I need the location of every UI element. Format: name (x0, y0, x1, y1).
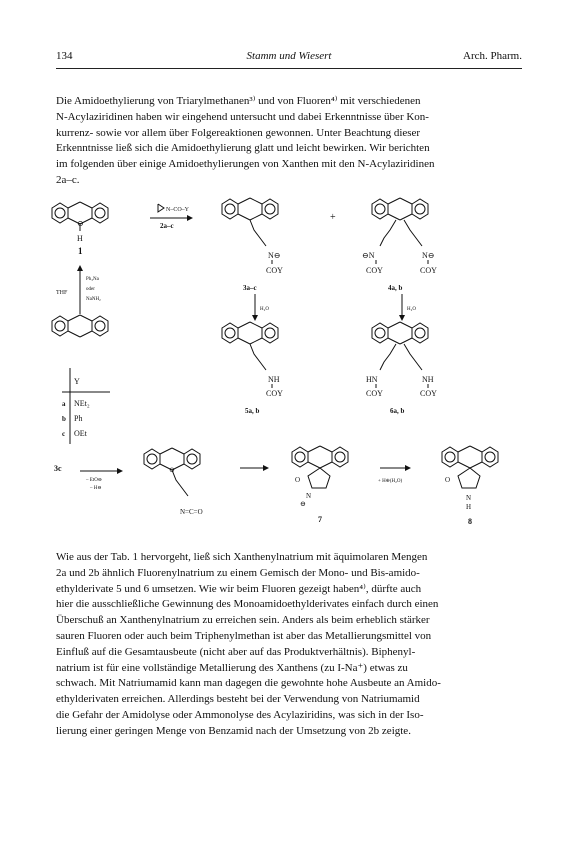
compound-6-label: 6a, b (390, 407, 405, 415)
coy-6-right: COY (420, 389, 437, 398)
row-b-y: Ph (74, 414, 83, 423)
text-line: Einfluß auf die Gesamtausbeute (nicht aber auf das Produktverhältnis). Biphenyl- (56, 645, 416, 658)
solvent-label: THF (56, 290, 68, 296)
row-a-y: NEt₂ (74, 399, 90, 408)
text-line: Die Amidoethylierung von Triarylmethanen³⁾ und von Fluoren⁴⁾ mit verschiedenen (56, 95, 421, 107)
metallation-step (52, 266, 108, 337)
compound-6-structure (366, 322, 437, 415)
compound-3-structure (222, 198, 283, 292)
text-line: ethylderivaten erreichen. Allerdings besteht bei der Verwendung von Natriumamid (56, 693, 420, 706)
lactam-oxygen: O (295, 476, 301, 484)
reaction-scheme (40, 196, 540, 536)
compound-5-structure (222, 322, 283, 415)
coy-left-label: COY (366, 266, 383, 275)
elimination-proton: – H⊖ (90, 486, 102, 491)
isocyanate-label: N=C=O (180, 508, 203, 516)
cyclization-row (54, 446, 498, 526)
row-b-id: b (62, 415, 66, 423)
text-line: natrium ist für eine vollständige Metallierung des Xanthens (zu I-Na⁺) etwas zu (56, 661, 408, 674)
y-column-header: Y (74, 377, 80, 386)
journal-name: Arch. Pharm. (463, 50, 522, 62)
hydrolysis-arrows (255, 294, 416, 320)
protonation-label: + H⊕(H₂O) (378, 479, 403, 484)
n-anion-label: N⊖ (268, 251, 281, 260)
hn-left-label: HN (366, 375, 378, 384)
product-oxygen: O (445, 476, 451, 484)
row-c-y: OEt (74, 429, 87, 438)
row-c-id: c (62, 430, 66, 438)
text-line: die Gefahr der Amidolyse oder Ammonolyse des Acylaziridins, was sich in der Iso- (56, 708, 424, 721)
water-right: H₂O (407, 307, 416, 312)
substituent-table (62, 368, 110, 444)
start-compound-label: 3c (54, 464, 62, 473)
compound-4-label: 4a, b (388, 284, 403, 292)
nh-label: NH (268, 375, 280, 384)
lactam-nitrogen: N (306, 492, 312, 500)
text-line: 2a und 2b ähnlich Fluorenylnatrium zu einem Gemisch der Mono- und Bis-amido- (56, 566, 420, 579)
elimination-ethoxide: – EtO⊖ (86, 478, 102, 483)
text-line: 2a–c. (56, 173, 80, 186)
compound-5-label: 5a, b (245, 407, 260, 415)
coy-6-left: COY (366, 389, 383, 398)
text-line: Überschuß an Xanthenylnatrium zu erreichen sein. Anders als beim erheblich stärker (56, 614, 430, 627)
running-header (56, 50, 522, 66)
text-line: Erkenntnisse ließ sich die Amidoethylierung glatt und leicht bewirken. Wir berichten (56, 142, 430, 155)
compound-3-label: 3a–c (243, 284, 257, 292)
row-a-id: a (62, 400, 66, 408)
text-line: Wie aus der Tab. 1 hervorgeht, ließ sich Xanthenylnatrium mit äquimolaren Mengen (56, 551, 428, 563)
compound-8-label: 8 (468, 517, 472, 526)
coy-5-label: COY (266, 389, 283, 398)
product-nh-hydrogen: H (466, 503, 472, 511)
base-2: NaNH₂ (86, 297, 101, 302)
body-paragraph (56, 550, 522, 740)
compound-1-label: 1 (78, 246, 83, 256)
nh-right-label: NH (422, 375, 434, 384)
compound-1-structure (52, 202, 108, 256)
reagent-arrow (150, 204, 192, 230)
text-line: schwach. Mit Natriumamid kann man dagegen die gewohnte hohe Ausbeute an Amido- (56, 677, 441, 690)
text-line: im folgenden über einige Amidoethylierungen von Xanthen mit den N-Acylaziridinen (56, 158, 435, 171)
aziridine-reagent: N–CO–Y (166, 207, 190, 213)
running-title: Stamm und Wiesert (246, 50, 332, 62)
text-line: N-Acylaziridinen haben wir eingehend untersucht und dabei Erkenntnisse über Kon- (56, 110, 429, 123)
base-or: oder (86, 287, 95, 292)
plus-sign: + (330, 212, 336, 223)
text-line: hier die ausschließliche Gewinnung des Monoamidoethylderivates einfach durch einen (56, 598, 439, 611)
product-nitrogen: N (466, 494, 472, 502)
compound-7-label: 7 (318, 515, 322, 524)
compound-1-h: H (77, 234, 83, 243)
water-left: H₂O (260, 307, 269, 312)
coy-right-label: COY (420, 266, 437, 275)
reagent-ids: 2a–c (160, 222, 174, 230)
header-rule (56, 68, 522, 69)
coy-label: COY (266, 266, 283, 275)
anion-charge-2: ⊖ (169, 466, 175, 474)
n-anion-right-label: N⊖ (422, 251, 435, 260)
intro-paragraph (56, 94, 522, 189)
compound-4-structure (362, 198, 437, 292)
anion-charge: ⊖ (77, 219, 84, 228)
text-line: ethylderivate 5 und 6 umsetzen. Wie wir beim Fluoren gezeigt haben⁴⁾, dürfte auch (56, 582, 422, 595)
n-anion-left-label: ⊖N (362, 251, 375, 260)
text-line: kurrenz- sowie vor allem über Folgereaktionen gewonnen. Unter Beachtung dieser (56, 126, 421, 139)
base-1: Ph₃Na (86, 277, 99, 282)
page-number: 134 (56, 50, 73, 62)
text-line: lierung einer geringen Menge von Benzamid nach der Umsetzung von 2b zeigte. (56, 724, 411, 737)
text-line: sauren Fluoren oder auch beim Triphenylmethan ist aber das Metallierungsmittel von (56, 629, 432, 642)
n-anion-charge: ⊖ (300, 500, 306, 508)
